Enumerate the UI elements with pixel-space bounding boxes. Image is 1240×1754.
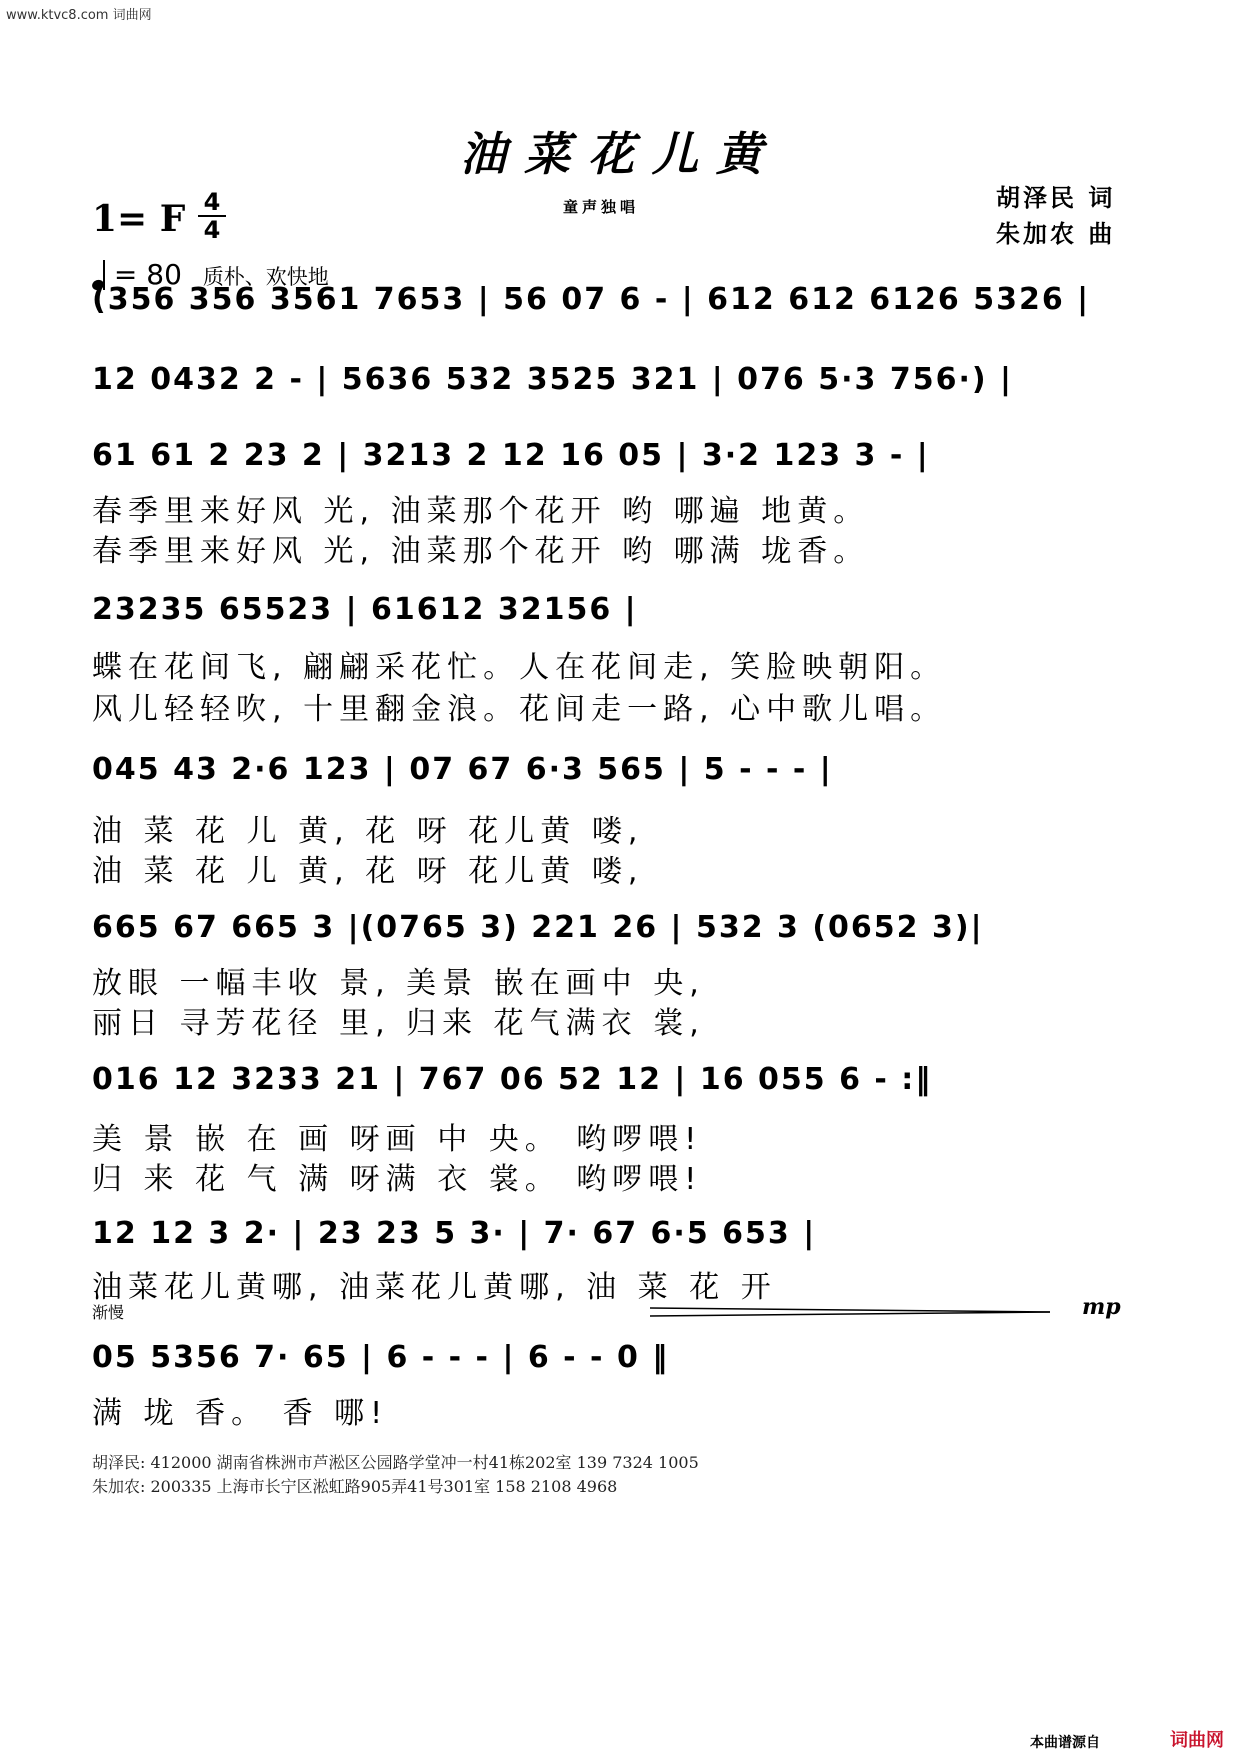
- notation-row-8: 12 12 3 2· | 23 23 5 3· | 7· 67 6·5 653 |: [92, 1216, 817, 1251]
- expression-mark: 质朴、欢快地: [202, 265, 329, 289]
- lyric-row-4-verse-2: 风儿轻轻吹, 十里翻金浪。花间走一路, 心中歌儿唱。: [92, 692, 947, 727]
- notation-row-5: 045 43 2·6 123 | 07 67 6·3 565 | 5 - - - |: [92, 752, 833, 787]
- tempo-bpm: = 80: [113, 258, 182, 291]
- ritardando-mark: 渐慢: [92, 1303, 125, 1322]
- key-signature: 1= F: [92, 198, 186, 240]
- hairpin-icon: [650, 1302, 1050, 1322]
- performance-type: 童声独唱: [563, 198, 640, 216]
- lyric-row-3-verse-2: 春季里来好风 光, 油菜那个花开 哟 哪满 垅香。: [92, 534, 870, 569]
- lyric-row-5-verse-2: 油 菜 花 儿 黄, 花 呀 花儿黄 喽,: [92, 854, 644, 889]
- notation-row-1: (356 356 3561 7653 | 56 07 6 - | 612 612 6126 5326 |: [92, 282, 1091, 317]
- lyric-row-3-verse-1: 春季里来好风 光, 油菜那个花开 哟 哪遍 地黄。: [92, 494, 870, 529]
- song-title: 油菜花儿黄: [460, 127, 780, 181]
- site-logo[interactable]: 词曲网: [1170, 1730, 1224, 1751]
- dynamic-mark: mp: [1082, 1294, 1121, 1320]
- lyric-row-6-verse-2: 丽日 寻芳花径 里, 归来 花气满衣 裳,: [92, 1006, 705, 1041]
- lyric-row-4-verse-1: 蝶在花间飞, 翩翩采花忙。人在花间走, 笑脸映朝阳。: [92, 650, 947, 685]
- lyric-row-6-verse-1: 放眼 一幅丰收 景, 美景 嵌在画中 央,: [92, 966, 705, 1001]
- notation-row-3: 61 61 2 23 2 | 3213 2 12 16 05 | 3·2 123 3 - |: [92, 438, 930, 473]
- notation-row-4: 23235 65523 | 61612 32156 |: [92, 592, 638, 627]
- notation-row-6: 665 67 665 3 |(0765 3) 221 26 | 532 3 (0652 3)|: [92, 910, 984, 945]
- meter-top: 4: [203, 188, 221, 216]
- lyricist-credit: 胡泽民 词: [996, 184, 1116, 212]
- notation-row-9: 05 5356 7· 65 | 6 - - - | 6 - - 0 ‖: [92, 1340, 670, 1375]
- notation-row-2: 12 0432 2 - | 5636 532 3525 321 | 076 5·3 756·) |: [92, 362, 1013, 397]
- source-label: 本曲谱源自: [1030, 1735, 1100, 1751]
- site-url[interactable]: www.ktvc8.com 词曲网: [6, 8, 152, 23]
- composer-credit: 朱加农 曲: [996, 220, 1116, 248]
- lyric-row-8: 油菜花儿黄哪, 油菜花儿黄哪, 油 菜 花 开: [92, 1270, 777, 1305]
- lyric-row-7-verse-1: 美 景 嵌 在 画 呀画 中 央。 哟啰喂!: [92, 1122, 703, 1157]
- footer-contact-lyricist: 胡泽民: 412000 湖南省株洲市芦淞区公园路学堂冲一村41栋202室 139 7324 1005: [92, 1453, 699, 1472]
- lyric-row-9: 满 垅 香。 香 哪!: [92, 1396, 389, 1431]
- notation-row-7: 016 12 3233 21 | 767 06 52 12 | 16 055 6 - :‖: [92, 1062, 933, 1097]
- meter-bottom: 4: [203, 216, 221, 244]
- lyric-row-5-verse-1: 油 菜 花 儿 黄, 花 呀 花儿黄 喽,: [92, 814, 644, 849]
- footer-contact-composer: 朱加农: 200335 上海市长宁区淞虹路905弄41号301室 158 2108 4968: [92, 1477, 618, 1496]
- time-signature: [198, 190, 226, 242]
- crescendo-hairpin: [650, 1302, 1050, 1326]
- lyric-row-7-verse-2: 归 来 花 气 满 呀满 衣 裳。 哟啰喂!: [92, 1162, 703, 1197]
